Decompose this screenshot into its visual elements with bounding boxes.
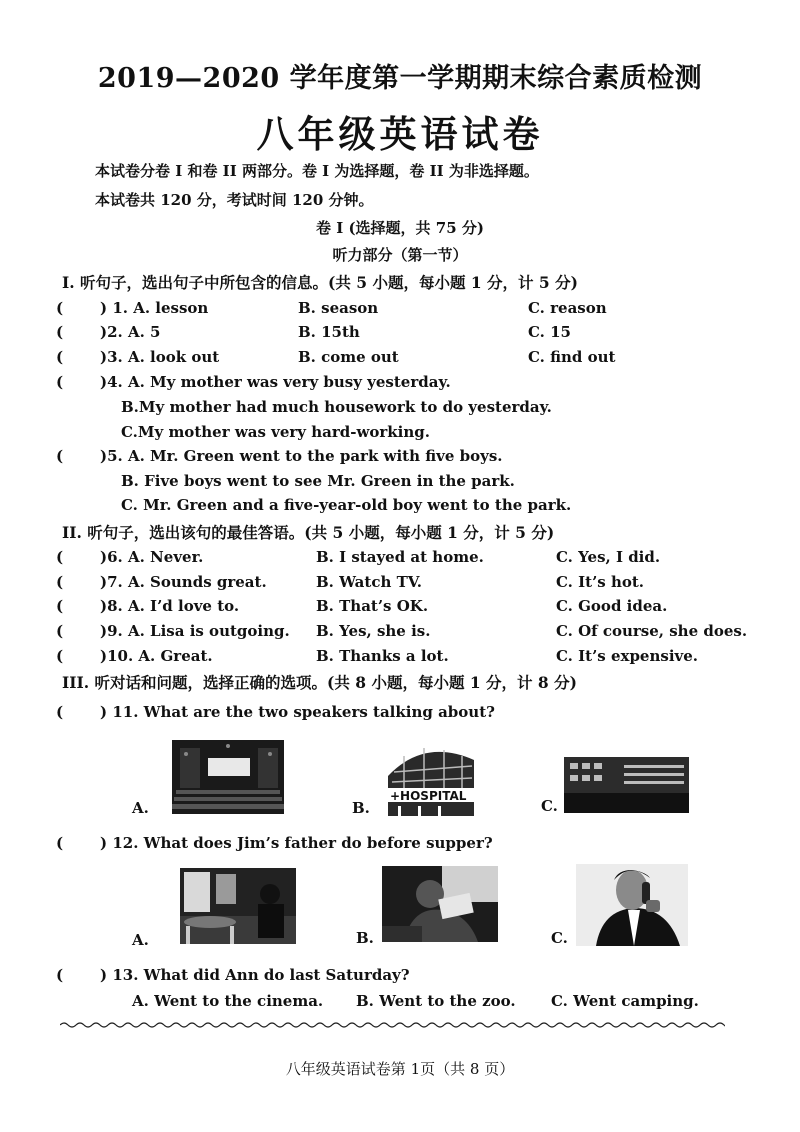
- question-3: [56, 348, 756, 370]
- option-c: C. Of course, she does.: [556, 622, 748, 640]
- question-13-option-a: A. Went to the cinema.: [132, 992, 324, 1010]
- option-a: )10. A. Great.: [100, 647, 213, 665]
- option-label-c: C.: [541, 797, 558, 815]
- question-stem: ) 13. What did Ann do last Saturday?: [100, 966, 410, 984]
- option-label-a: A.: [132, 799, 149, 817]
- wavy-divider: [60, 1018, 725, 1032]
- option-a: )2. A. 5: [100, 323, 161, 341]
- section-2-heading: II. 听句子，选出该句的最佳答语。(共 5 小题，每小题 1 分，计 5 分): [62, 523, 555, 542]
- answer-paren[interactable]: (: [56, 597, 64, 615]
- section-1-heading: Ⅰ. 听句子，选出句子中所包含的信息。(共 5 小题，每小题 1 分，计 5 分): [62, 273, 578, 292]
- question-9: [56, 622, 756, 644]
- answer-paren[interactable]: (: [56, 323, 64, 341]
- option-c: C. 15: [528, 323, 571, 341]
- answer-paren[interactable]: (: [56, 703, 64, 721]
- question-stem: ) 11. What are the two speakers talking about?: [100, 703, 495, 721]
- question-1: [56, 299, 756, 321]
- answer-paren[interactable]: (: [56, 299, 64, 317]
- hospital-picture[interactable]: [384, 736, 486, 816]
- answer-paren[interactable]: (: [56, 573, 64, 591]
- cinema-picture[interactable]: [172, 740, 284, 814]
- option-b: B. season: [298, 299, 379, 317]
- question-5-option-b: B. Five boys went to see Mr. Green in the park.: [121, 472, 515, 490]
- question-13-option-c: C. Went camping.: [551, 992, 699, 1010]
- question-stem: ) 12. What does Jim’s father do before supper?: [100, 834, 493, 852]
- question-4: [56, 373, 756, 395]
- question-4-option-c: C.My mother was very hard-working.: [121, 423, 430, 441]
- question-13-option-b: B. Went to the zoo.: [356, 992, 516, 1010]
- question-11: [56, 703, 756, 725]
- option-c: C. It’s expensive.: [556, 647, 699, 665]
- question-6: [56, 548, 756, 570]
- hospital-sign: +HOSPITAL: [390, 789, 467, 803]
- phone-call-picture[interactable]: [576, 864, 688, 946]
- option-b: B. 15th: [298, 323, 360, 341]
- question-5-option-c: C. Mr. Green and a five-year-old boy went to the park.: [121, 496, 572, 514]
- option-a: )3. A. look out: [100, 348, 220, 366]
- answer-paren[interactable]: (: [56, 622, 64, 640]
- intro-line-1: 本试卷分卷 I 和卷 II 两部分。卷 I 为选择题，卷 II 为非选择题。: [95, 162, 539, 180]
- option-b: B. come out: [298, 348, 399, 366]
- option-a: ) 1. A. lesson: [100, 299, 209, 317]
- question-10: [56, 647, 756, 669]
- option-b: B. Watch TV.: [316, 573, 422, 591]
- question-13: [56, 966, 756, 988]
- exam-title: 2019—2020 学年度第一学期期末综合素质检测: [97, 63, 703, 94]
- option-c: C. find out: [528, 348, 616, 366]
- option-label-b: B.: [352, 799, 370, 817]
- option-c: C. Yes, I did.: [556, 548, 661, 566]
- option-a: )8. A. I’d love to.: [100, 597, 240, 615]
- answer-paren[interactable]: (: [56, 647, 64, 665]
- option-b: B. Yes, she is.: [316, 622, 431, 640]
- question-7: [56, 573, 756, 595]
- reading-picture[interactable]: [382, 866, 498, 942]
- option-label-b: B.: [356, 929, 374, 947]
- question-8: [56, 597, 756, 619]
- section-3-heading: III. 听对话和问题，选择正确的选项。(共 8 小题，每小题 1 分，计 8 分): [62, 673, 577, 692]
- answer-paren[interactable]: (: [56, 548, 64, 566]
- question-12: [56, 834, 756, 856]
- option-a: )5. A. Mr. Green went to the park with five boys.: [100, 447, 503, 465]
- answer-paren[interactable]: (: [56, 834, 64, 852]
- question-5: [56, 447, 756, 469]
- answer-paren[interactable]: (: [56, 348, 64, 366]
- option-b: B. I stayed at home.: [316, 548, 484, 566]
- question-4-option-b: B.My mother had much housework to do yesterday.: [121, 398, 552, 416]
- listening-title: 听力部分（第一节）: [332, 246, 468, 264]
- option-c: C. reason: [528, 299, 607, 317]
- option-c: C. Good idea.: [556, 597, 668, 615]
- building-picture[interactable]: [564, 753, 689, 813]
- option-a: )7. A. Sounds great.: [100, 573, 267, 591]
- answer-paren[interactable]: (: [56, 966, 64, 984]
- exam-subtitle: 八年级英语试卷: [256, 112, 544, 156]
- option-a: )9. A. Lisa is outgoing.: [100, 622, 290, 640]
- option-c: C. It’s hot.: [556, 573, 645, 591]
- question-2: [56, 323, 756, 345]
- option-a: )4. A. My mother was very busy yesterday.: [100, 373, 451, 391]
- part-title: 卷 I (选择题，共 75 分): [316, 219, 484, 237]
- option-label-a: A.: [132, 931, 149, 949]
- page-footer: 八年级英语试卷第 1页（共 8 页）: [285, 1060, 515, 1078]
- cafe-picture[interactable]: [180, 868, 296, 944]
- option-b: B. Thanks a lot.: [316, 647, 449, 665]
- option-a: )6. A. Never.: [100, 548, 204, 566]
- answer-paren[interactable]: (: [56, 373, 64, 391]
- intro-line-2: 本试卷共 120 分，考试时间 120 分钟。: [95, 191, 374, 209]
- answer-paren[interactable]: (: [56, 447, 64, 465]
- option-label-c: C.: [551, 929, 568, 947]
- option-b: B. That’s OK.: [316, 597, 429, 615]
